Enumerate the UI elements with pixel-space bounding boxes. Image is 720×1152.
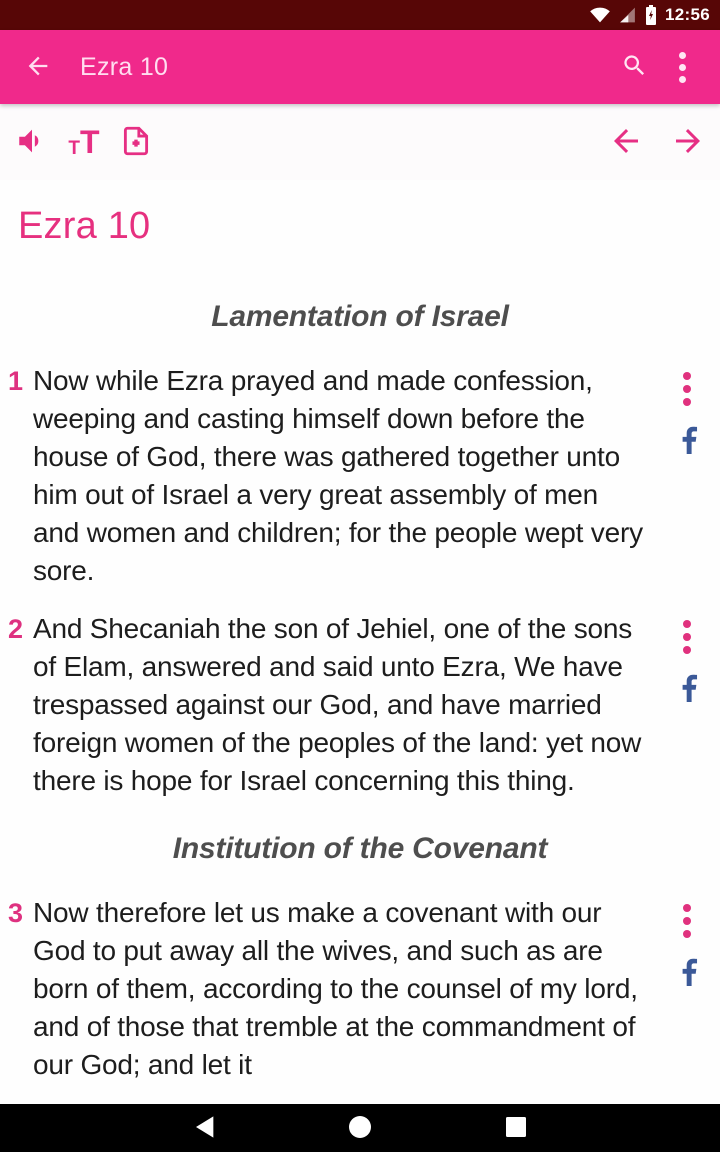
app-bar: [0, 30, 720, 104]
add-note-button[interactable]: [112, 118, 160, 166]
overflow-menu-button[interactable]: [658, 43, 706, 91]
verse-1: [0, 362, 720, 590]
chapter-title: Ezra 10: [18, 205, 151, 247]
facebook-share-button[interactable]: [674, 956, 701, 989]
verse-actions: [658, 894, 716, 1084]
back-button[interactable]: [14, 43, 62, 91]
section-heading: Institution of the Covenant: [172, 832, 548, 865]
section-heading: Lamentation of Israel: [211, 300, 509, 333]
verse-text-block[interactable]: [8, 362, 658, 590]
cell-signal-icon: [618, 6, 637, 24]
nav-back-button[interactable]: [156, 1104, 252, 1152]
speaker-icon: [15, 124, 49, 161]
text-size-icon: T T: [68, 124, 100, 160]
verse-text-block[interactable]: [8, 894, 658, 1084]
verse-number: 2: [8, 614, 24, 644]
clock-text: 12:56: [665, 5, 710, 24]
nav-home-icon: [348, 1115, 372, 1142]
facebook-share-button[interactable]: [674, 672, 701, 705]
verse-menu-icon[interactable]: [681, 618, 693, 656]
nav-home-button[interactable]: [312, 1104, 408, 1152]
facebook-icon: [674, 690, 701, 705]
reader-toolbar: [0, 104, 720, 180]
nav-back-icon: [193, 1115, 215, 1142]
next-chapter-button[interactable]: [664, 118, 712, 166]
arrow-back-icon: [24, 52, 52, 83]
battery-charging-icon: [645, 5, 657, 25]
kebab-menu-icon: [679, 52, 686, 83]
search-button[interactable]: [610, 43, 658, 91]
facebook-icon: [674, 974, 701, 989]
arrow-right-icon: [670, 123, 706, 162]
verse-text-block[interactable]: [8, 610, 658, 800]
verse-actions: [658, 362, 716, 590]
android-nav-bar: [0, 1104, 720, 1152]
nav-recents-button[interactable]: [468, 1104, 564, 1152]
verse-menu-icon[interactable]: [681, 902, 693, 940]
status-bar: [0, 0, 720, 30]
verse-text: Now while Ezra prayed and made confession, weeping and casting himself down before the house of God, there was gathered together unto him out of Israel a very great assembly of men and women and children; for the people wept very sore.: [33, 365, 643, 586]
search-icon: [621, 52, 648, 82]
verse-3: [0, 894, 720, 1084]
verse-number: 3: [8, 898, 24, 928]
facebook-share-button[interactable]: [674, 424, 701, 457]
read-aloud-button[interactable]: [8, 118, 56, 166]
verse-text: Now therefore let us make a covenant with our God to put away all the wives, and such as are born of them, according to the counsel of my lord, and of those that tremble at the commandment of our God; and let it: [33, 897, 638, 1080]
arrow-left-icon: [608, 123, 644, 162]
text-size-button[interactable]: [60, 118, 108, 166]
verse-text: And Shecaniah the son of Jehiel, one of the sons of Elam, answered and said unto Ezra, We have trespassed against our God, and have married foreign women of the peoples of the land: yet now there is hope for Israel concerning this thing.: [33, 613, 642, 796]
facebook-icon: [674, 442, 701, 457]
previous-chapter-button[interactable]: [602, 118, 650, 166]
verse-number: 1: [8, 366, 24, 396]
page-title: Ezra 10: [80, 52, 169, 81]
nav-recents-icon: [505, 1116, 527, 1141]
verse-menu-icon[interactable]: [681, 370, 693, 408]
verse-2: [0, 610, 720, 800]
note-add-icon: [119, 124, 153, 161]
wifi-icon: [590, 6, 610, 24]
verse-actions: [658, 610, 716, 800]
chapter-content[interactable]: [0, 180, 720, 1104]
